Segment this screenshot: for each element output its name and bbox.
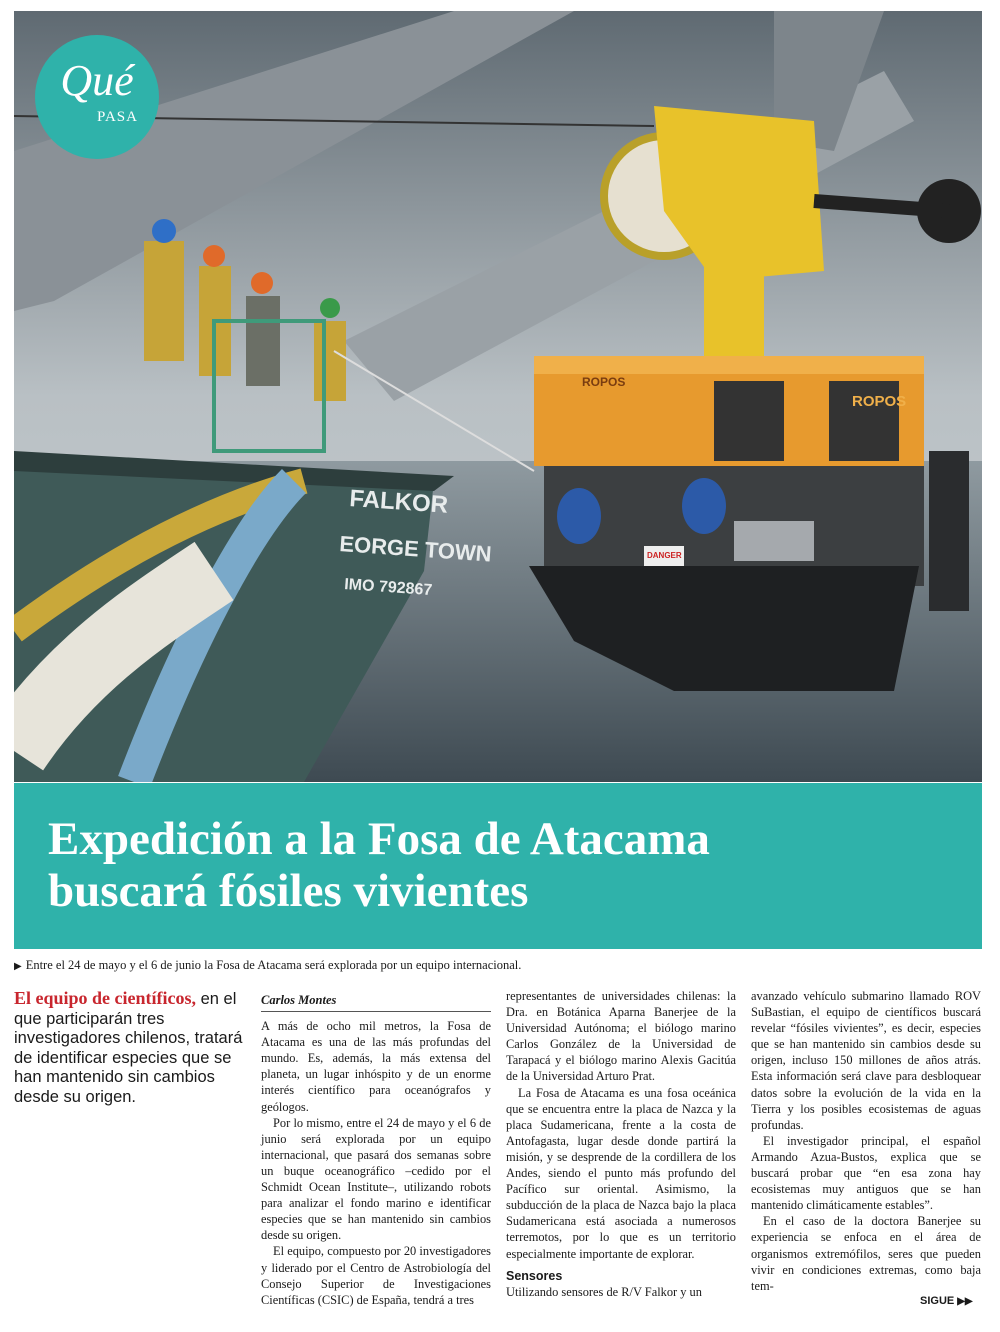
article-column-3 — [751, 988, 981, 1294]
hull-port-text: EORGE TOWN — [338, 531, 493, 567]
hull-name-text: FALKOR — [348, 485, 449, 519]
article-column-2 — [506, 988, 736, 1300]
triangle-bullet-icon: ▶ — [14, 961, 22, 972]
subhead-sensores: Sensores — [506, 1268, 563, 1283]
continue-indicator — [920, 1295, 973, 1307]
badge-sub: PASA — [97, 109, 138, 125]
article-paragraph-2: Por lo mismo, entre el 24 de mayo y el 6 de junio será explorada por un equipo internacional, que pasará dos semanas sobre un buque oceanográfico –cedido por el Schmidt Ocean Institute–, utilizando robots para analizar el fondo marino e identificar especies que se han mantenido sin cambios desde su origen. — [261, 1115, 491, 1243]
headline — [48, 813, 710, 917]
double-arrow-icon: ▶▶ — [957, 1296, 973, 1307]
article-paragraph-8: El investigador principal, el español Armando Azua-Bustos, explica que se buscará probar que “en esa zona hay ecosistemas muy antiguos que se han mantenido climáticamente estables”. — [751, 1133, 981, 1213]
photo-illustration — [14, 11, 982, 782]
summary-text: Entre el 24 de mayo y el 6 de junio la Fosa de Atacama será explorada por un equipo internacional. — [25, 958, 522, 972]
byline: Carlos Montes — [261, 992, 491, 1012]
headline-band — [14, 783, 982, 949]
article-paragraph-7: avanzado vehículo submarino llamado ROV SuBastian, el equipo de científicos buscará revelar “fósiles vivientes”, es decir, especies que se han mantenido sin cambios desde su origen, incluso 150 millones de años atrás. Esta información será clave para desbloquear datos sobre la evolución de la vida en la Tierra y los posibles ecosistemas de aguas profundas. — [751, 989, 981, 1132]
warning-label: DANGER — [647, 551, 682, 560]
article-paragraph-5: La Fosa de Atacama es una fosa oceánica que se encuentra entre la placa de Nazca y la placa Sudamericana, frente a la costa de Antofagasta, lugar desde donde partirá la misión, y se desprende de la cordillera de los Andes, siendo el punto más profundo del Pacífico sur oriental. Asimismo, la subducción de la placa de Nazca bajo la placa Sudamericana está asociada a numerosos terremotos, por lo que es un territorio especialmente importante de explorar. — [506, 1085, 736, 1261]
article-paragraph-1: A más de ocho mil metros, la Fosa de Atacama es una de las más profundas del mundo. Es, además, la más extensa del planeta, un lugar inhóspito y de un enorme interés científico para oceanógrafos y geólogos. — [261, 1019, 491, 1114]
headline-line-1: Expedición a la Fosa de Atacama — [48, 813, 710, 865]
article-paragraph-9: En el caso de la doctora Banerjee su experiencia se enfoca en el área de organismos extremófilos, seres que pueden vivir en condiciones extremas, como baja tem- — [751, 1214, 981, 1293]
rov-label-top: ROPOS — [582, 375, 626, 389]
headline-line-2: buscará fósiles vivientes — [48, 865, 529, 917]
article-paragraph-3: El equipo, compuesto por 20 investigadores y liderado por el Centro de Astrobiología del Consejo Superior de Investigaciones Científicas (CSIC) de España, tendrá a tres — [261, 1244, 491, 1307]
lead-strong: El equipo de científicos, — [14, 988, 197, 1008]
que-pasa-badge — [35, 35, 159, 159]
badge-word: Qué — [60, 56, 134, 105]
cover-photo — [14, 11, 982, 782]
lead-rest: en el que participarán tres investigadores chilenos, tratará de identificar especies que se han mantenido sin cambios desde su origen. — [14, 990, 243, 1106]
summary-line — [14, 957, 982, 975]
sigue-label: SIGUE — [920, 1295, 955, 1307]
article-paragraph-4: representantes de universidades chilenas: la Dra. en Botánica Aparna Banerjee de la Universidad Autónoma; el biólogo marino Carlos González de la Universidad de Tarapacá y el biólogo marino Alexis Gacitúa de la Universidad Arturo Prat. — [506, 989, 736, 1084]
article-column-1 — [261, 992, 491, 1308]
lead-paragraph — [14, 989, 244, 1107]
hull-imo-text: IMO 792867 — [343, 576, 433, 600]
article-paragraph-6: Utilizando sensores de R/V Falkor y un — [506, 1284, 702, 1299]
rov-label-side: ROPOS — [852, 393, 907, 410]
